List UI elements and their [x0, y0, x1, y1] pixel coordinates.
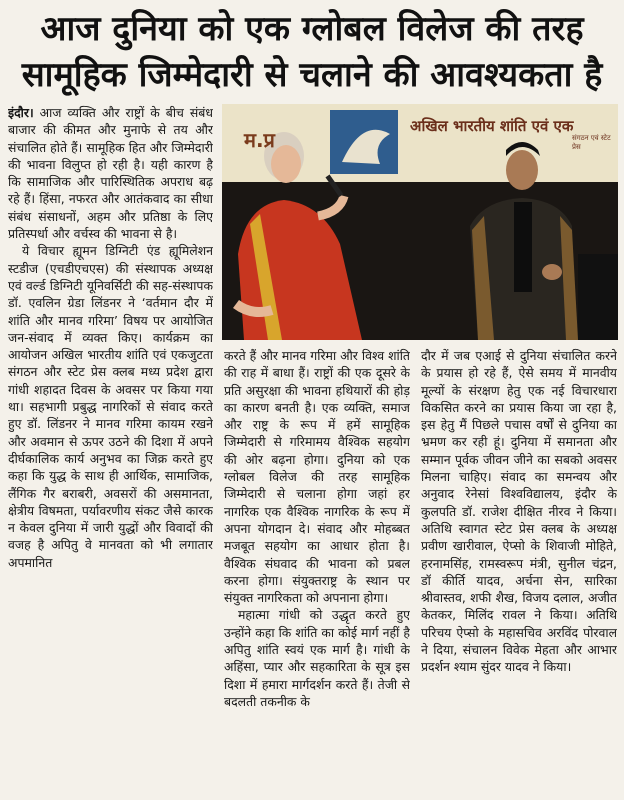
article-column-1 [8, 104, 213, 794]
headline-line-2: सामूहिक जिम्मेदारी से चलाने की आवश्यकता है [21, 55, 603, 95]
article-column-3 [421, 347, 617, 794]
photo-illustration [222, 104, 618, 340]
banner-text-left: म.प्र [244, 128, 275, 152]
paragraph [8, 104, 213, 242]
article-column-2 [224, 347, 410, 794]
headline-line-1: आज दुनिया को एक ग्लोबल विलेज की तरह [40, 9, 584, 49]
dateline: इंदौर। [8, 105, 34, 120]
banner-title: अखिल भारतीय शांति एवं एक [410, 117, 574, 135]
paragraph: करते हैं और मानव गरिमा और विश्व शांति की राह में बाधा हैं। राष्ट्रों की एक दूसरे के प्रति असुरक्षा की भावना हथियारों की होड़ का कारण बनती है। एक व्यक्ति, समाज और राष्ट्र के रूप में हमें सामूहिक जिम्मेदारी से गरिमामय वैश्विक सहयोग की ओर बढ़ना होगा। दुनिया को एक ग्लोबल विलेज की तरह सामूहिक जिम्मेदारी से चलाना होगा जहां हर नागरिक एक वैश्विक नागरिक के रूप में अपना योगदान दे। संवाद और मोहब्बत मजबूत सहयोग का आधार होता है। वैश्विक संघवाद की भावना को प्रबल करना होगा। संयुक्तराष्ट्र के स्थान पर संयुक्त नागरिकता को अपनाना होगा। [224, 348, 410, 606]
banner-small-text: संगठन एवं स्टेट प्रेस [572, 134, 611, 151]
paragraph-text: आज व्यक्ति और राष्ट्रों के बीच संबंध बाजार की कीमत और मुनाफे से तय और संचालित होते हैं। सामूहिक हित और जिम्मेदारी की भावना विलुप्त हो रही है। यही कारण है कि सामाजिक और पारिस्थितिक अपराध बढ़ रहे हैं। हिंसा, नफरत और आतंकवाद का सीधा संबंध संसाधनों, अहम और प्रतिष्ठा के लिए प्रतिस्पर्धा और वर्चस्व की भावना से है। [8, 105, 213, 242]
event-photo [222, 104, 618, 340]
paragraph: महात्मा गांधी को उद्धृत करते हुए उन्होंने कहा कि शांति का कोई मार्ग नहीं है अपितु शांति स्वयं एक मार्ग है। गांधी के अहिंसा, प्यार और सहकारिता के सूत्र इस दिशा में हमारा मार्गदर्शन करते हैं। तेजी से बदलती तकनीक के [224, 607, 410, 709]
paragraph: ये विचार ह्यूमन डिग्निटी एंड ह्यूमिलेशन स्टडीज (एचडीएचएस) की संस्थापक अध्यक्ष एवं वर्ल्ड डिग्निटी यूनिवर्सिटी की सह-संस्थापक डॉ. एवलिन ग्रेडा लिंडनर ने ‘वर्तमान दौर में शांति और मानव गरिमा’ विषय पर आयोजित जन-संवाद में व्यक्त किए। कार्यक्रम का आयोजन अखिल भारतीय शांति एवं एकजुटता संगठन और स्टेट प्रेस क्लब मध्य प्रदेश द्वारा गांधी शहादत दिवस के अवसर पर किया गया था। सहभागी प्रबुद्ध नागरिकों से संवाद करते हुए डॉ. लिंडनर ने मानव गरिमा कायम रखने और अवमान से ऊपर उठने की दिशा में अपने दीर्घकालिक कार्य अनुभव का जिक्र करते हुए कहा कि युद्ध के साथ ही आर्थिक, सामाजिक, लैंगिक गैर बराबरी, अवसरों की असमानता, क्षेत्रीय विषमता, पर्यावरणीय संकट जैसे कारक न केवल दुनिया में जारी युद्धों और विवादों की वजह है अपितु वे मानवता को भी लगातार अपमानित [8, 243, 213, 570]
headline [0, 6, 624, 98]
paragraph: दौर में जब एआई से दुनिया संचालित करने के प्रयास हो रहे हैं, ऐसे समय में मानवीय मूल्यों के संरक्षण हेतु एक नई विचारधारा विकसित करने का प्रयास किया जा रहा है, इस हेतु मैं पिछले पचास वर्षों से दुनिया का भ्रमण कर रही हूं। दुनिया में समानता और सम्मान पूर्वक जीवन जीने का सबको अवसर मिलना चाहिए। संवाद का समन्वय और अनुवाद रेनेसां विश्वविद्यालय, इंदौर के कुलपति डॉ. राजेश दीक्षित नीरव ने किया। अतिथि स्वागत स्टेट प्रेस क्लब के अध्यक्ष प्रवीण खारीवाल, ऐप्सो के शिवाजी मोहिते, हरनामसिंह, रामस्वरूप मंत्री, सुनील चंद्रन, डॉ कीर्ति यादव, अर्चना सेन, सारिका श्रीवास्तव, शफी शैख, विजय दलाल, अजीत केतकर, मिलिंद रावल ने किया। अतिथि परिचय ऐप्सो के महासचिव अरविंद पोरवाल ने दिया, संचालन विवेक मेहता और आभार प्रदर्शन श्याम सुंदर यादव ने किया। [421, 348, 617, 675]
